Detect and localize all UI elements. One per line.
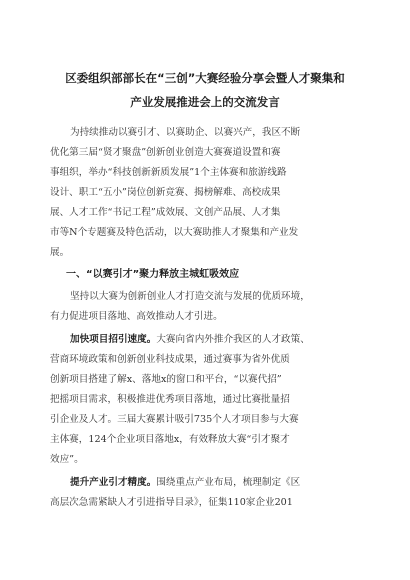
- intro-line: 事组织，举办“科技创新新质发展”1个主体赛和旅游线路: [50, 167, 287, 178]
- section-intro-line: 有力促进项目落地、高效推动人才引进。: [50, 311, 223, 322]
- paragraph-line: 引企业及人才。三届大赛累计吸引735个人才项目参与大赛: [50, 414, 299, 425]
- intro-line: 展、人才工作“书记工程”成效展、文创产品展、人才集: [50, 207, 281, 218]
- paragraph-line: 营商环境政策和创新创业科技成果，通过赛事为省外优质: [50, 354, 290, 365]
- section-heading: 一、“以赛引才”聚力释放主城虹吸效应: [66, 269, 240, 280]
- document-title-line-1: 区委组织部部长在“三创”大赛经验分享会暨人才聚集和: [65, 71, 345, 85]
- paragraph-first-line: [70, 476, 360, 490]
- paragraph-line: 效应”。: [50, 454, 84, 465]
- paragraph-first-line: [70, 333, 360, 347]
- paragraph-line: 主体赛，124个企业项目落地x，有效释放大赛“引才聚才: [50, 434, 290, 445]
- paragraph-line: 把摇项目需求，积极推进优秀项目落地，通过比赛批量招: [50, 394, 290, 405]
- paragraph-text: 大赛向省内外推介我区的人才政策、: [156, 334, 310, 345]
- paragraph-lead: 加快项目招引速度。: [70, 334, 157, 345]
- intro-line: 展。: [50, 247, 70, 258]
- paragraph-line: 高层次急需紧缺人才引进指导目录》，征集110家企业201: [50, 497, 293, 508]
- intro-line: 为持续推动以赛引才、以赛助企、以赛兴产，我区不断: [70, 127, 301, 138]
- intro-line: 优化第三届“贤才聚盘”创新创业创造大赛赛道设置和赛: [50, 147, 281, 158]
- paragraph-text: 围绕重点产业布局，梳理制定《区: [156, 477, 301, 488]
- paragraph-line: 创新项目搭建了解x、落地x的窗口和平台，“以赛代招”: [50, 374, 282, 385]
- intro-line: 市等N个专题赛及特色活动，以大赛助推人才聚集和产业发: [50, 227, 299, 238]
- document-title-line-2: 产业发展推进会上的交流发言: [130, 95, 280, 109]
- section-intro-line: 坚持以大赛为创新创业人才打造交流与发展的优质环境，: [70, 291, 310, 302]
- paragraph-lead: 提升产业引才精度。: [70, 477, 157, 488]
- intro-line: 设计、职工“五小”岗位创新竞赛、揭榜解难、高校成果: [50, 187, 281, 198]
